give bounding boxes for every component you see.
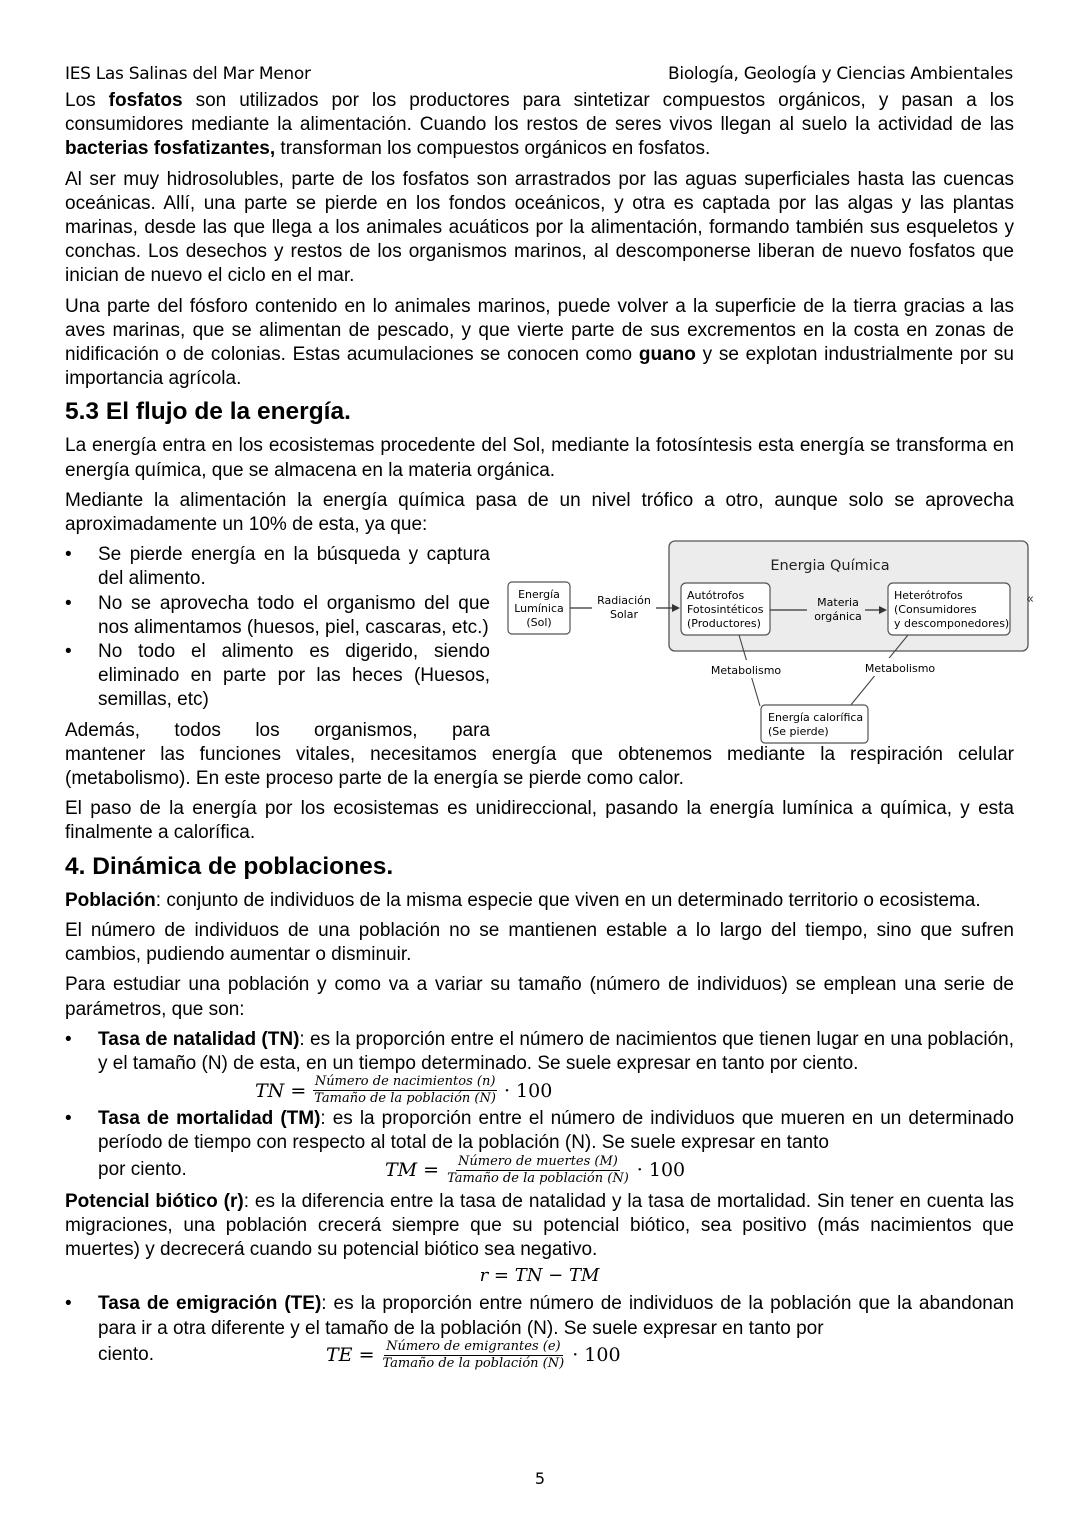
list-item-te: • Tasa de emigración (TE): es la proporción entre número de individuos de la población que la abandonan para ir a otra diferente y el tamaño de la población (N). Se suele expresar en tanto por ciento. TE = $\frac{\text{Número de emigrantes (e)}}{\text{Tamaño de la población (N)}}$ · 100 — [65, 1293, 1014, 1371]
bullet-icon: • — [65, 641, 72, 663]
paragraph-population-change: El número de individuos de una población no se mantienen estable a lo largo del tiempo, sino que sufren cambios, pudiendo aumentar o disminuir. — [65, 919, 1014, 966]
formula-r: r = TN − TM — [479, 1265, 600, 1287]
autotrophs-label-1: Autótrofos — [687, 589, 745, 603]
list-item: • No todo el alimento es digerido, siendo eliminado en parte por las heces (Huesos, semillas, etc) — [65, 641, 490, 711]
paragraph-hidrosolubles: Al ser muy hidrosolubles, parte de los fosfatos son arrastrados por las aguas superficiales hasta las cuencas oceánicas. Allí, una parte se pierde en los fondos oceánicos, y otra es captada por las algas y las plantas marinas, desde las que llega a los animales acuáticos por la alimentación, formando también sus esqueletos y conchas. Los desechos y restos de los organismos marinos, al descomponerse liberan de nuevo fosfatos que inician de nuevo el ciclo en el mar. — [65, 168, 1014, 287]
heterotrophs-label-2: (Consumidores — [894, 603, 977, 617]
autotrophs-label-3: (Productores) — [687, 617, 761, 631]
energy-loss-list — [65, 543, 490, 712]
bullet-icon: • — [65, 544, 72, 566]
formula-tn: TN = $\frac{\text{Número de nacimientos (n)}}{\text{Tamaño de la población (N)}}$ · 100 — [255, 1074, 553, 1107]
list-item-tm: • Tasa de mortalidad (TM): es la proporción entre el número de individuos que mueren en un determinado período de tiempo con respecto al total de la población (N). Se suele expresar en tanto por ciento. TM = $\frac{\text{Número de muertes (M)}}{\text{Tamaño de la población (N)}}$ · 100 — [65, 1108, 1014, 1186]
heat-energy-label-1: Energía calorífica — [768, 711, 864, 725]
bullet-icon: • — [65, 1293, 72, 1315]
paragraph-poblacion: Población: conjunto de individuos de la misma especie que viven en un determinado territorio o ecosistema. — [65, 889, 981, 911]
paragraph-organisms-continued: mantener las funciones vitales, necesitamos energía que obtenemos mediante la respiración celular (metabolismo). En este proceso parte de la energía se pierde como calor. — [65, 743, 1014, 790]
bullet-icon: • — [65, 1028, 72, 1050]
metabolism-left-label: Metabolismo — [710, 664, 782, 678]
edge-mark: « — [1026, 592, 1034, 608]
paragraph-potencial-biotico: Potencial biótico (r): es la diferencia entre la tasa de natalidad y la tasa de mortalidad. Sin tener en cuenta las migraciones, una población crecerá siempre que su potencial biótico, sea positivo (más nacimientos que muertes) y decrecerá cuando su potencial biótico sea negativo. — [65, 1190, 1014, 1260]
document-body — [65, 89, 1034, 1378]
paragraph-fosfatos: Los fosfatos son utilizados por los productores para sintetizar compuestos orgánicos, y pasan a los consumidores mediante la alimentación. Cuando los restos de seres vivos llegan al suelo la actividad de las bacterias fosfatizantes, transforman los compuestos orgánicos en fosfatos. — [65, 90, 1014, 160]
paragraph-energy-sun: La energía entra en los ecosistemas procedente del Sol, mediante la fotosíntesis esta energía se transforma en energía química, que se almacena en la materia orgánica. — [65, 435, 1014, 481]
bullet-icon: • — [65, 1108, 72, 1130]
heterotrophs-label-3: y descomponedores) — [894, 617, 1010, 631]
section-heading-population-dynamics: 4. Dinámica de poblaciones. — [65, 852, 394, 880]
paragraph-guano: Una parte del fósforo contenido en lo animales marinos, puede volver a la superficie de la tierra gracias a las aves marinas, que se alimentan de pescado, y que vierte parte de sus excrementos en la costa en zonas de nidificación o de colonias. Estas acumulaciones se conocen como guano y se explotan industrialmente por su importancia agrícola. — [65, 295, 1014, 390]
formula-te: TE = $\frac{\text{Número de emigrantes (e)}}{\text{Tamaño de la población (N)}}$ · 100 — [326, 1338, 621, 1371]
heterotrophs-label-1: Heterótrofos — [894, 589, 963, 603]
light-energy-label-2: Lumínica — [514, 602, 564, 616]
light-energy-label-1: Energía — [518, 588, 560, 602]
metabolism-right-label: Metabolismo — [864, 662, 936, 676]
section-heading-energy-flow: 5.3 El flujo de la energía. — [65, 398, 351, 426]
header-subject: Biología, Geología y Ciencias Ambientales — [668, 64, 1013, 84]
chemical-energy-title: Energia Química — [770, 558, 890, 575]
list-item: • Se pierde energía en la búsqueda y captura del alimento. — [65, 544, 490, 590]
organic-matter-label-1: Materia — [817, 596, 859, 610]
paragraph-organisms-start: Además, todos los organismos, para — [65, 719, 490, 741]
paragraph-energy-trophic: Mediante la alimentación la energía química pasa de un nivel trófico a otro, aunque solo se aprovecha aproximadamente un 10% de esta, ya que: — [65, 489, 1014, 536]
list-item-tn: • Tasa de natalidad (TN): es la proporción entre el número de nacimientos que tienen lugar en una población, y el tamaño (N) de esta, en un tiempo determinado. Se suele expresar en tanto por ciento. TN = $\frac{\text{Número de nacimientos (n)}}{\text{Tamaño de la población (N)}}$ · 100 — [65, 1028, 1014, 1107]
autotrophs-label-2: Fotosintéticos — [687, 603, 764, 617]
light-energy-label-3: (Sol) — [526, 616, 552, 630]
organic-matter-label-2: orgánica — [814, 610, 862, 624]
page-number: 5 — [534, 1469, 546, 1488]
radiation-label-2: Solar — [609, 608, 639, 622]
heat-energy-label-2: (Se pierde) — [768, 725, 829, 739]
paragraph-unidirectional: El paso de la energía por los ecosistemas es unidireccional, pasando la energía lumínica a química, y esta finalmente a calorífica. — [65, 798, 1014, 844]
bullet-icon: • — [65, 592, 72, 614]
parameters-list-1 — [65, 1028, 1014, 1187]
parameters-list-2 — [65, 1292, 1014, 1371]
paragraph-parameters: Para estudiar una población y como va a variar su tamaño (número de individuos) se emplean una serie de parámetros, que son: — [65, 974, 1014, 1020]
formula-tm: TM = $\frac{\text{Número de muertes (M)}}{\text{Tamaño de la población (N)}}$ · 100 — [385, 1153, 686, 1186]
radiation-label-1: Radiación — [597, 594, 651, 608]
energy-flow-diagram — [490, 538, 1034, 748]
bullets-and-diagram — [65, 543, 1034, 743]
list-item: • No se aprovecha todo el organismo del que nos alimentamos (huesos, piel, cascaras, etc.) — [65, 592, 490, 638]
header-school: IES Las Salinas del Mar Menor — [65, 64, 311, 84]
